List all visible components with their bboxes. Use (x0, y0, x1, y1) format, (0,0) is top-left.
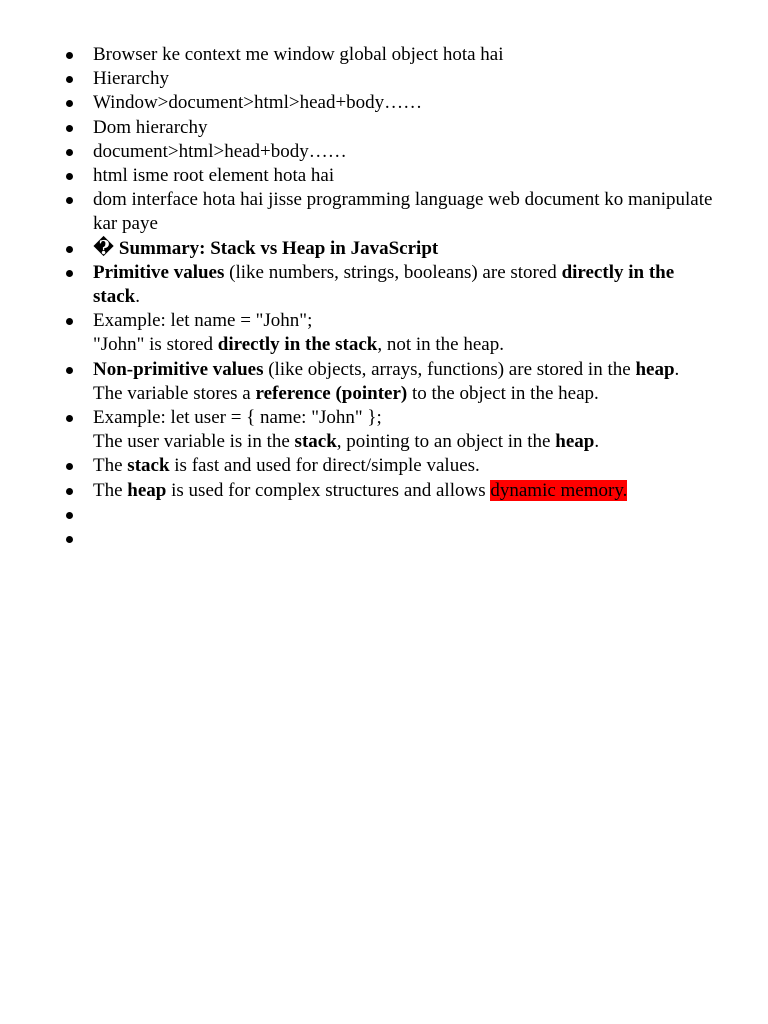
bullet-dot-icon (66, 536, 73, 543)
bullet-dot-icon (66, 100, 73, 107)
list-item (93, 406, 713, 454)
text-run: document>html>head+body…… (93, 140, 347, 162)
text-run: dom interface hota hai jisse programming language web document ko manipulate kar paye (93, 189, 713, 235)
list-item (93, 309, 713, 357)
bullet-dot-icon (66, 173, 73, 180)
bold-text: heap (555, 431, 595, 453)
text-run: The (93, 479, 128, 501)
highlighted-text: dynamic memory. (490, 479, 628, 501)
text-run: . (135, 286, 140, 308)
text-run: Hierarchy (93, 68, 169, 90)
list-item-line (93, 164, 713, 188)
bullet-dot-icon (66, 270, 73, 277)
list-item-line (93, 406, 713, 430)
text-run: to the object in the heap. (407, 382, 599, 404)
text-run: . (594, 431, 600, 453)
text-run: Example: let name = "John"; (93, 310, 313, 332)
bold-text: heap (635, 358, 675, 380)
list-item (93, 261, 713, 309)
list-item (93, 116, 713, 140)
list-item-line (93, 43, 713, 67)
bullet-dot-icon (66, 149, 73, 156)
list-item-line (93, 140, 713, 164)
text-run: (like objects, arrays, functions) are stored in the (263, 358, 636, 380)
list-item-line (93, 261, 713, 309)
bold-text: Primitive values (93, 261, 225, 283)
bullet-dot-icon (66, 197, 73, 204)
text-run: The variable stores a (93, 382, 256, 404)
text-run: The (93, 455, 128, 477)
text-run: . (674, 358, 680, 380)
list-item (93, 43, 713, 67)
bold-text: heap (127, 479, 167, 501)
bullet-dot-icon (66, 512, 73, 519)
list-item-line (93, 91, 713, 115)
list-item (93, 503, 713, 527)
bold-text: stack (127, 455, 170, 477)
text-run: Example: let user = { name: "John" }; (93, 407, 382, 429)
text-run: "John" is stored (93, 334, 218, 356)
list-item (93, 527, 713, 551)
text-run: Window>document>html>head+body…… (93, 92, 423, 114)
list-item-line (93, 479, 713, 503)
text-run: , pointing to an object in the (336, 431, 556, 453)
list-item-line (93, 333, 713, 357)
bullet-dot-icon (66, 318, 73, 325)
list-item (93, 454, 713, 478)
list-item (93, 479, 713, 503)
list-item-line (93, 454, 713, 478)
bullet-list (93, 43, 713, 551)
list-item-line (93, 382, 713, 406)
text-run: , not in the heap. (377, 334, 504, 356)
bullet-dot-icon (66, 415, 73, 422)
text-run: is fast and used for direct/simple values. (169, 455, 480, 477)
text-run: (like numbers, strings, booleans) are stored (224, 261, 562, 283)
list-item (93, 358, 713, 406)
list-item (93, 140, 713, 164)
bullet-dot-icon (66, 125, 73, 132)
bold-text: stack (294, 431, 337, 453)
list-item (93, 164, 713, 188)
text-run: Dom hierarchy (93, 116, 208, 138)
bold-text: Non-primitive values (93, 358, 264, 380)
list-item (93, 67, 713, 91)
bullet-dot-icon (66, 367, 73, 374)
bullet-dot-icon (66, 76, 73, 83)
list-item (93, 91, 713, 115)
text-run: Browser ke context me window global object hota hai (93, 44, 504, 65)
bullet-dot-icon (66, 463, 73, 470)
text-run: html isme root element hota hai (93, 165, 335, 187)
list-item-line (93, 116, 713, 140)
list-item-line (93, 430, 713, 454)
list-item-line (93, 237, 713, 261)
list-item (93, 188, 713, 236)
list-item-line (93, 188, 713, 236)
bullet-dot-icon (66, 246, 73, 253)
list-item-line (93, 309, 713, 333)
text-run: is used for complex structures and allows (166, 479, 491, 501)
bullet-dot-icon (66, 52, 73, 59)
list-item-line (93, 358, 713, 382)
bold-text: reference (pointer) (255, 382, 408, 404)
bullet-dot-icon (66, 488, 73, 495)
bold-text: � Summary: Stack vs Heap in JavaScript (93, 237, 439, 259)
list-item (93, 237, 713, 261)
bold-text: directly in the stack (217, 334, 378, 356)
bold-text: directly in the stack (93, 261, 675, 308)
text-run: The user variable is in the (93, 431, 295, 453)
list-item-line (93, 67, 713, 91)
